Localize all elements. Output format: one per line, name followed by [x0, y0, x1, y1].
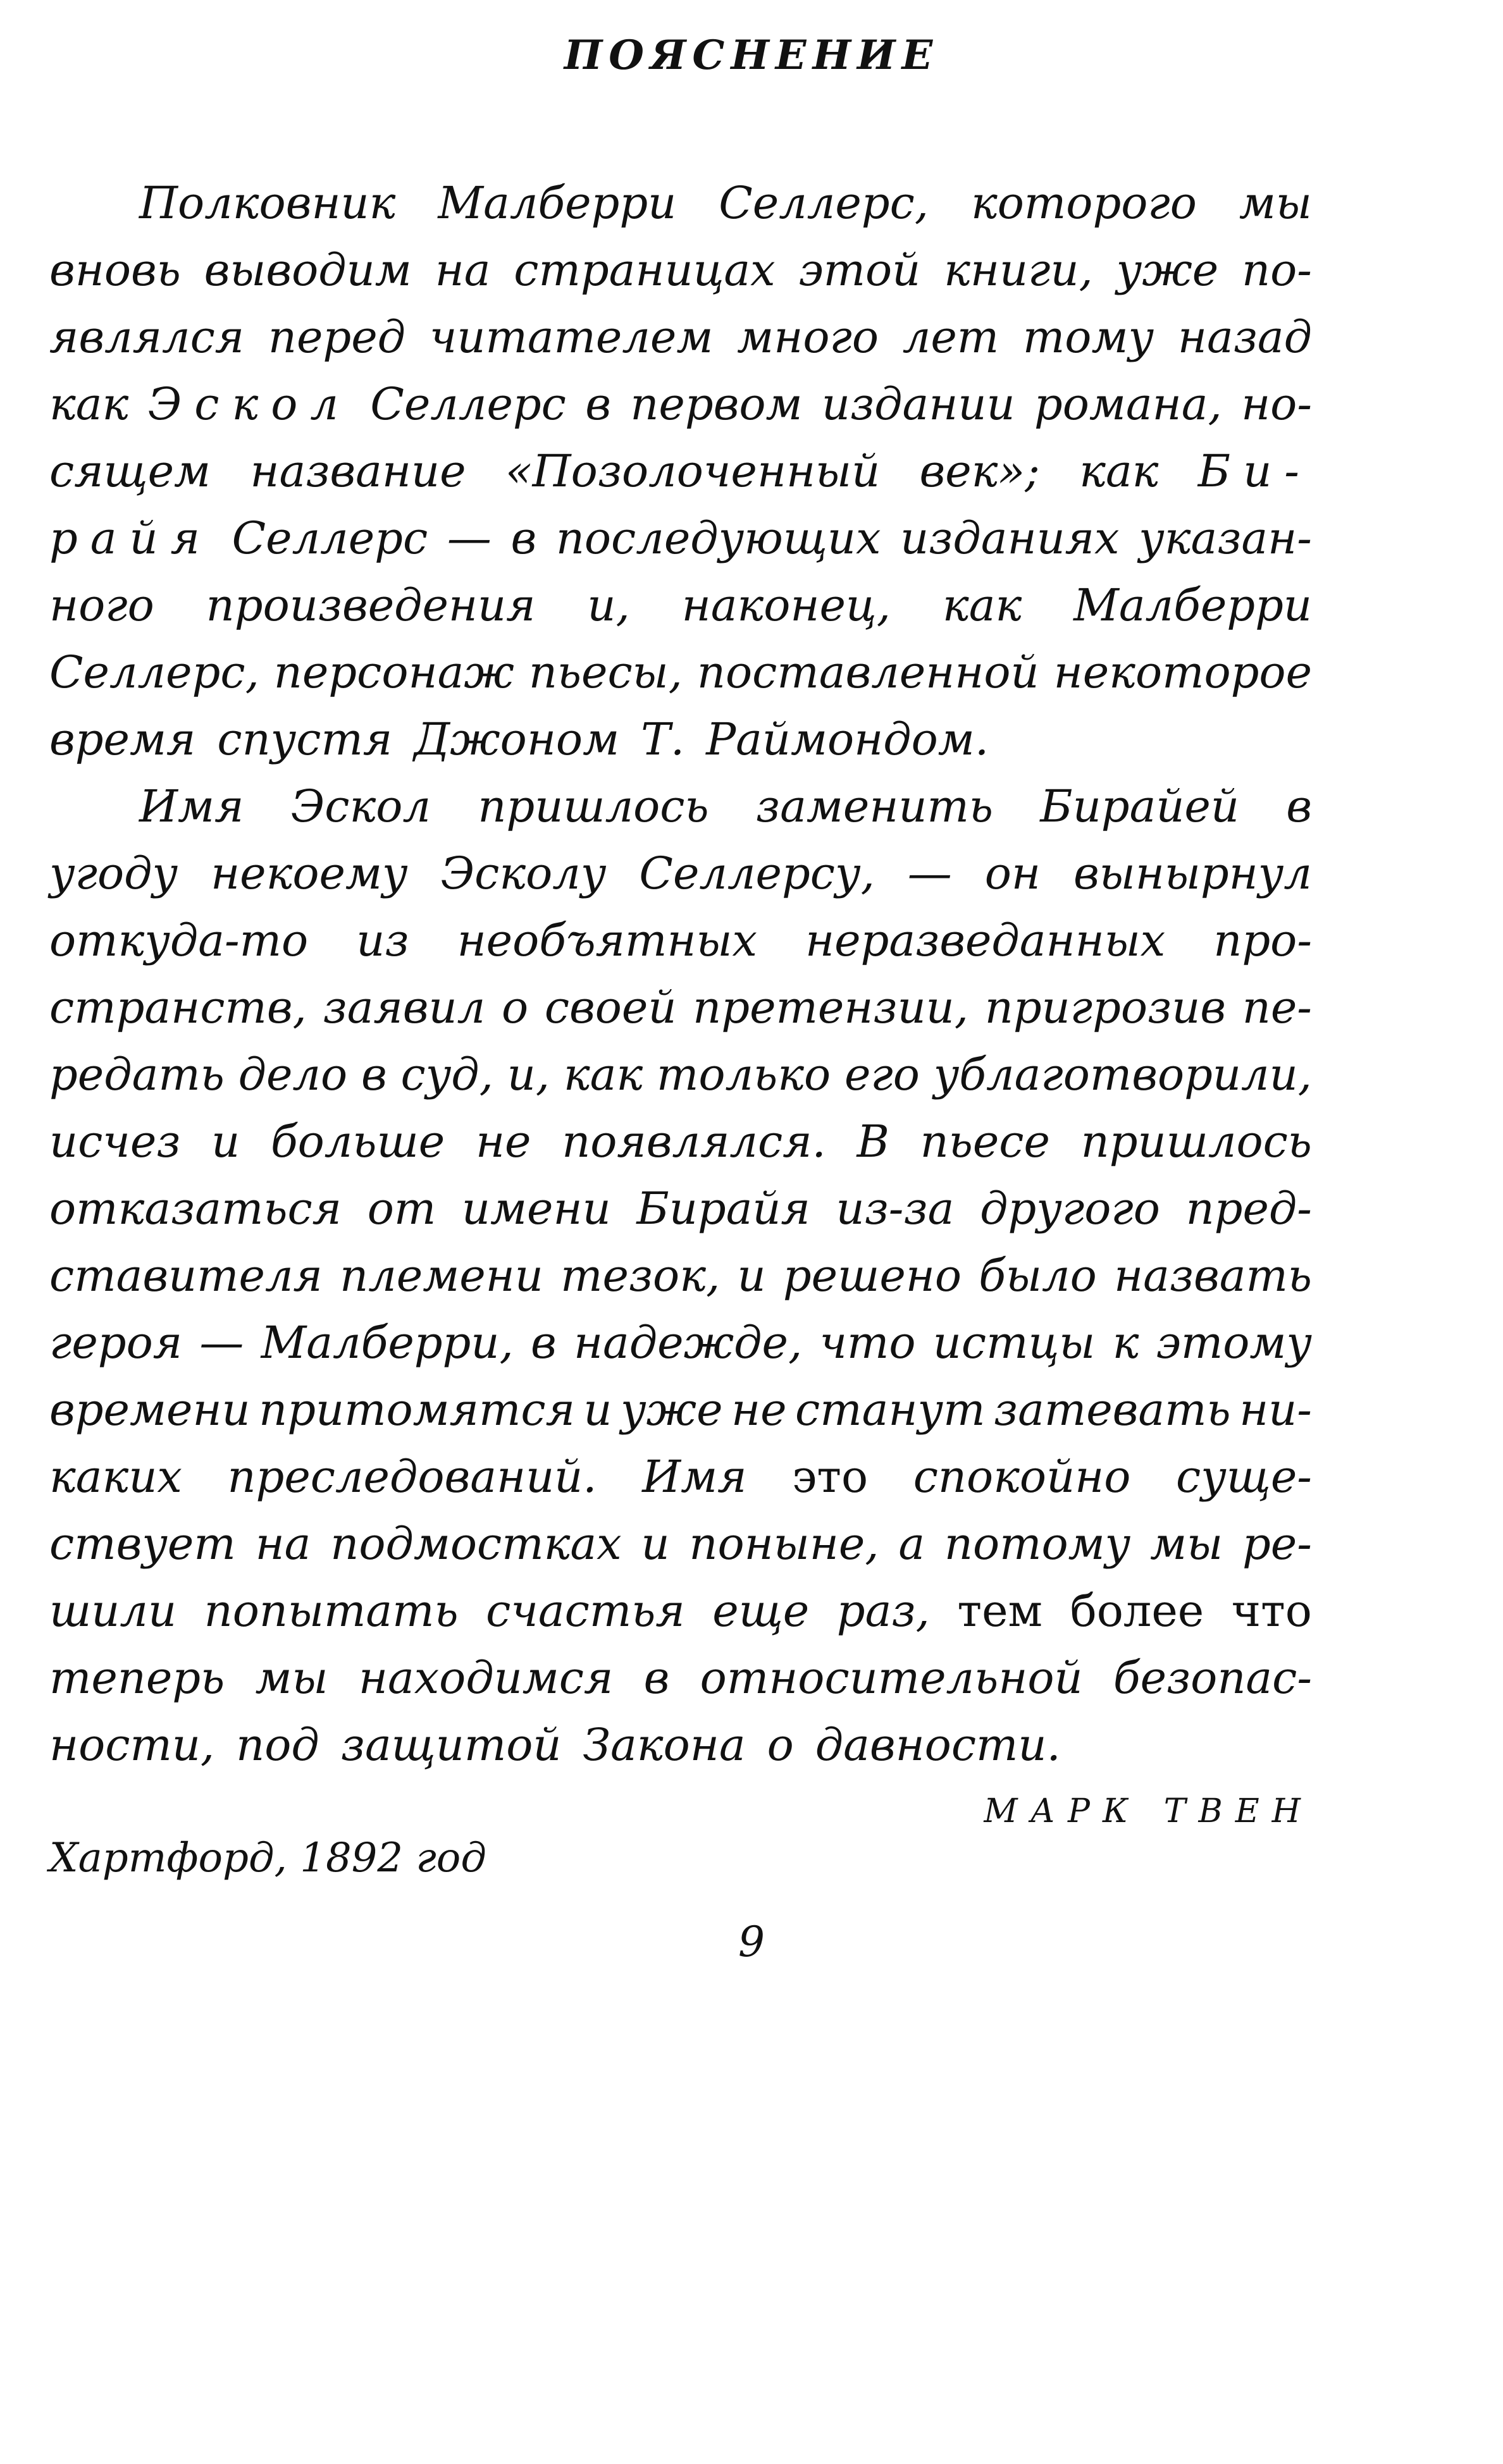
- word: своей: [544, 982, 677, 1033]
- word-upright: более: [1070, 1585, 1204, 1637]
- text-line: [49, 1242, 1312, 1309]
- word: некоторое: [1053, 646, 1312, 698]
- word: дело: [238, 1049, 348, 1100]
- word: решено: [782, 1250, 962, 1302]
- word: он: [984, 847, 1041, 899]
- word: некоему: [211, 847, 408, 899]
- text-line: [49, 572, 1312, 639]
- page-number: 9: [738, 1918, 765, 1966]
- text-line: [49, 773, 1312, 840]
- word: к: [1112, 1317, 1139, 1369]
- word: другого: [980, 1183, 1160, 1235]
- word: не: [731, 1384, 787, 1436]
- word: как: [942, 579, 1022, 631]
- word: ни-: [1239, 1384, 1312, 1436]
- word: и: [583, 1384, 612, 1436]
- word: в: [510, 512, 537, 564]
- word: еще: [712, 1585, 810, 1637]
- word: из-за: [836, 1183, 955, 1235]
- word: пе-: [1242, 982, 1312, 1033]
- word: вынырнул: [1073, 847, 1312, 899]
- text-line: [49, 237, 1312, 304]
- text-line: [49, 1041, 1312, 1108]
- word: безопас-: [1113, 1652, 1312, 1704]
- text-line: [49, 169, 1312, 237]
- text-line: [49, 974, 1312, 1041]
- word: о: [767, 1719, 794, 1771]
- word: выводим: [204, 244, 412, 296]
- page-heading: ПОЯСНЕНИЕ: [564, 32, 939, 79]
- word: в: [585, 378, 611, 430]
- word: ствует: [49, 1518, 236, 1570]
- word: —: [447, 512, 492, 564]
- word: появлялся.: [562, 1116, 826, 1167]
- word: на: [435, 244, 491, 296]
- word: истцы: [932, 1317, 1096, 1369]
- word: на: [255, 1518, 311, 1570]
- word: много: [737, 311, 879, 363]
- word: первом: [630, 378, 803, 430]
- word: откуда-то: [49, 915, 309, 966]
- body-text: [49, 169, 1312, 1778]
- word: мы: [1239, 177, 1312, 229]
- word: произведения: [206, 579, 536, 631]
- text-line: [49, 1577, 1312, 1644]
- word: —: [199, 1317, 244, 1369]
- text-line: [49, 1309, 1312, 1376]
- word: ставителя: [49, 1250, 323, 1302]
- word: этому: [1156, 1317, 1312, 1369]
- word: шили: [49, 1585, 177, 1637]
- text-line: [49, 304, 1312, 371]
- word: В: [857, 1116, 889, 1167]
- word: указан-: [1139, 512, 1312, 564]
- word: —: [907, 847, 952, 899]
- word: изданиях: [900, 512, 1120, 564]
- word: притомятся: [259, 1384, 575, 1436]
- word: не: [475, 1116, 531, 1167]
- word: романа,: [1034, 378, 1222, 430]
- word: Малберри,: [261, 1317, 514, 1369]
- word: спокойно: [913, 1451, 1131, 1503]
- word-upright: это: [792, 1451, 869, 1503]
- word: больше: [270, 1116, 445, 1167]
- word: суще-: [1175, 1451, 1312, 1503]
- word: под: [236, 1719, 319, 1771]
- word: по-: [1242, 244, 1312, 296]
- word: претензии,: [693, 982, 968, 1033]
- text-line: [49, 639, 1312, 706]
- word: уже: [620, 1384, 723, 1436]
- word: ублаготворили,: [933, 1049, 1312, 1100]
- text-line: [49, 1108, 1312, 1175]
- word: каких: [49, 1451, 182, 1503]
- word: и: [737, 1250, 766, 1302]
- word: имени: [461, 1183, 611, 1235]
- word: как: [1079, 445, 1159, 497]
- word: книги,: [944, 244, 1093, 296]
- word: являлся: [49, 311, 245, 363]
- word: мы: [255, 1652, 328, 1704]
- author-signature: МАРК ТВЕН: [984, 1792, 1313, 1830]
- word: последующих: [555, 512, 881, 564]
- word: его: [844, 1049, 920, 1100]
- text-line: [49, 505, 1312, 572]
- word: что: [819, 1317, 916, 1369]
- word: спустя: [217, 713, 393, 765]
- word: станут: [795, 1384, 986, 1436]
- word: Селлерс,: [49, 646, 259, 698]
- word: в: [1286, 780, 1312, 832]
- word: и: [211, 1116, 240, 1167]
- word: пригрозив: [984, 982, 1227, 1033]
- word: защитой: [340, 1719, 562, 1771]
- word: заявил: [323, 982, 486, 1033]
- word: Бирайя: [636, 1183, 810, 1235]
- text-line: [49, 706, 1312, 773]
- word: время: [49, 713, 196, 765]
- word: преследований.: [227, 1451, 597, 1503]
- word: уже: [1116, 244, 1219, 296]
- word: о: [501, 982, 529, 1033]
- word: отказаться: [49, 1183, 342, 1235]
- word: Селлерсу,: [639, 847, 875, 899]
- word: Селлерс,: [719, 177, 929, 229]
- word: ности,: [49, 1719, 215, 1771]
- word: тому: [1022, 311, 1154, 363]
- word: затевать: [993, 1384, 1231, 1436]
- word: тезок,: [560, 1250, 721, 1302]
- word: как: [49, 378, 129, 430]
- word: подмостках: [330, 1518, 622, 1570]
- word: в: [643, 1652, 670, 1704]
- word: суд,: [400, 1049, 493, 1100]
- word: которого: [970, 177, 1197, 229]
- word: счастья: [486, 1585, 685, 1637]
- word: Джоном: [414, 713, 620, 765]
- word: назад: [1177, 311, 1312, 363]
- text-line: [49, 1644, 1312, 1711]
- word: персонаж: [273, 646, 514, 698]
- text-line: [49, 1443, 1312, 1510]
- word: неразведанных: [805, 915, 1166, 966]
- text-line: [49, 1510, 1312, 1577]
- word: вновь: [49, 244, 181, 296]
- word: Имя: [139, 780, 244, 832]
- word: и,: [587, 579, 630, 631]
- word: угоду: [49, 847, 178, 899]
- word: название: [250, 445, 466, 497]
- word: Закона: [583, 1719, 746, 1771]
- word: читателем: [429, 311, 714, 363]
- word: и: [641, 1518, 670, 1570]
- word: давности.: [815, 1719, 1061, 1771]
- text-line: [49, 1711, 1312, 1778]
- word-spaced: Би-: [1197, 445, 1312, 497]
- word: пришлось: [1080, 1116, 1312, 1167]
- word: заменить: [755, 780, 993, 832]
- word-spaced: райя: [49, 512, 213, 564]
- word: Малберри: [438, 177, 677, 229]
- word: потому: [944, 1518, 1131, 1570]
- word: Селлерс: [370, 378, 566, 430]
- word: назвать: [1113, 1250, 1312, 1302]
- word: относительной: [700, 1652, 1083, 1704]
- word: пьесе: [920, 1116, 1050, 1167]
- text-line: [49, 1175, 1312, 1242]
- text-line: [49, 840, 1312, 907]
- word: но-: [1241, 378, 1312, 430]
- word: перед: [268, 311, 406, 363]
- word: а: [898, 1518, 925, 1570]
- word: теперь: [49, 1652, 225, 1704]
- word: только: [657, 1049, 831, 1100]
- word: в: [361, 1049, 387, 1100]
- word: племени: [340, 1250, 543, 1302]
- word: Полковник: [139, 177, 396, 229]
- word: Селлерс: [232, 512, 428, 564]
- word: необъятных: [457, 915, 757, 966]
- word: поставленной: [696, 646, 1039, 698]
- word: Малберри: [1073, 579, 1312, 631]
- word: странств,: [49, 982, 307, 1033]
- word: из: [356, 915, 409, 966]
- word: надежде,: [573, 1317, 803, 1369]
- word: лет: [902, 311, 999, 363]
- word: пред-: [1185, 1183, 1312, 1235]
- word: век»;: [919, 445, 1040, 497]
- text-line: [49, 371, 1312, 438]
- word: находимся: [358, 1652, 614, 1704]
- word: времени: [49, 1384, 250, 1436]
- word: поныне,: [689, 1518, 879, 1570]
- word: редать: [49, 1049, 225, 1100]
- word: ного: [49, 579, 154, 631]
- word: в: [530, 1317, 557, 1369]
- word: Т.: [641, 713, 685, 765]
- word: Эсколу: [440, 847, 607, 899]
- text-line: [49, 1376, 1312, 1443]
- text-line: [49, 907, 1312, 974]
- word: и,: [507, 1049, 550, 1100]
- word: попытать: [204, 1585, 459, 1637]
- word: издании: [821, 378, 1015, 430]
- word: героя: [49, 1317, 183, 1369]
- word: про-: [1213, 915, 1312, 966]
- word: было: [979, 1250, 1097, 1302]
- place-date: Хартфорд, 1892 год: [49, 1835, 486, 1882]
- word: от: [367, 1183, 436, 1235]
- word-upright: что: [1231, 1585, 1312, 1637]
- word: мы: [1150, 1518, 1223, 1570]
- word: Бирайей: [1040, 780, 1239, 832]
- word: ре-: [1242, 1518, 1312, 1570]
- word: Раймондом.: [706, 713, 989, 765]
- word: раз,: [836, 1585, 930, 1637]
- word: страницах: [514, 244, 776, 296]
- word: сящем: [49, 445, 211, 497]
- word-spaced: Эскол: [147, 378, 351, 430]
- word: как: [563, 1049, 643, 1100]
- text-line: [49, 438, 1312, 505]
- word: этой: [798, 244, 921, 296]
- word: пришлось: [478, 780, 709, 832]
- word: пьесы,: [528, 646, 683, 698]
- word: наконец,: [681, 579, 891, 631]
- word-upright: тем: [957, 1585, 1042, 1637]
- word: Имя: [642, 1451, 747, 1503]
- word: исчез: [49, 1116, 181, 1167]
- word: «Позолоченный: [505, 445, 881, 497]
- word: Эскол: [290, 780, 431, 832]
